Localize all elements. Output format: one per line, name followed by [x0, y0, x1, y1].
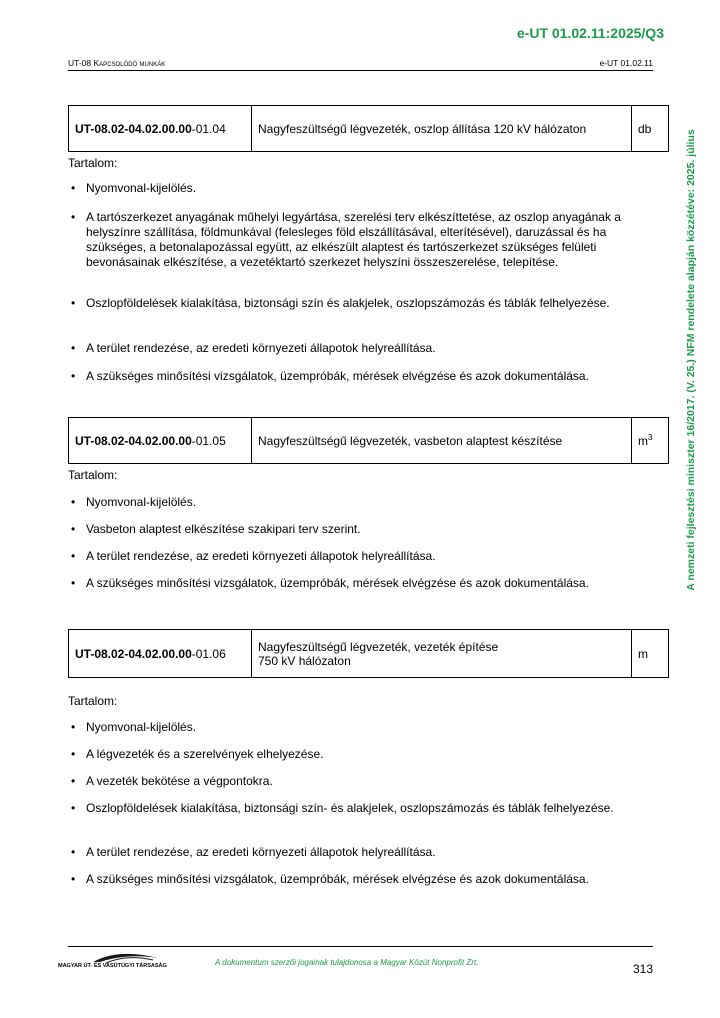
item-unit: m — [632, 630, 669, 678]
item-table-0104 — [68, 105, 669, 152]
item-code: UT-08.02-04.02.00.00-01.05 — [69, 418, 252, 464]
item-unit: $m^3$ — [632, 418, 669, 464]
list-item: • A szükséges minősítési vizsgálatok, üzempróbák, mérések elvégzése és azok dokumentálása. — [71, 872, 589, 886]
bullet-dot-icon: • — [71, 210, 76, 224]
list-item: • A szükséges minősítési vizsgálatok, üzempróbák, mérések elvégzése és azok dokumentálása. — [71, 576, 589, 590]
copyright-notice: A dokumentum szerzői jogainak tulajdonosa a Magyar Közút Nonprofit Zrt. — [215, 958, 479, 967]
bullet-dot-icon: • — [71, 495, 76, 509]
list-item: • Nyomvonal-kijelölés. — [71, 181, 197, 195]
content-label: Tartalom: — [68, 156, 118, 170]
list-item: • Oszlopföldelések kialakítása, biztonsági szín- és alakjelek, oszlopszámozás és táblák felhelyezése. — [71, 801, 614, 815]
list-item: • A terület rendezése, az eredeti környezeti állapotok helyreállítása. — [71, 845, 436, 859]
document-code: e-UT 01.02.11:2025/Q3 — [516, 25, 664, 41]
item-description: Nagyfeszültségű légvezeték, oszlop állítása 120 kV hálózaton — [252, 106, 632, 152]
list-item: • A szükséges minősítési vizsgálatok, üzempróbák, mérések elvégzése és azok dokumentálása. — [71, 369, 589, 383]
item-description: Nagyfeszültségű légvezeték, vezeték építése 750 kV hálózaton — [252, 630, 632, 678]
footer-divider — [68, 946, 653, 947]
list-item: • A vezeték bekötése a végpontokra. — [71, 774, 273, 788]
page-number: 313 — [632, 962, 653, 976]
list-item: • Oszlopföldelések kialakítása, biztonsági szín és alakjelek, oszlopszámozás és táblák felhelyezése. — [71, 296, 610, 310]
bullet-dot-icon: • — [71, 181, 76, 195]
bullet-dot-icon: • — [71, 845, 76, 859]
list-item: • A terület rendezése, az eredeti környezeti állapotok helyreállítása. — [71, 549, 436, 563]
list-item: • A terület rendezése, az eredeti környezeti állapotok helyreállítása. — [71, 341, 436, 355]
item-code: UT-08.02-04.02.00.00-01.04 — [69, 106, 252, 152]
list-item: • A tartószerkezet anyagának műhelyi legyártása, szerelési terv elkészíttetése, az oszlop anyagának a helyszínre szállítása, földmunkával (felesleges föld elszállításával, elterítésével), daruzással és ha szükséges, a betonalapozással együtt, az elkészült alaptest és tartószerkezet szükséges felületi bevonásainak elkészítése, a vezetéktartó szerkezet helyszíni összeszerelése, telepítése. — [71, 210, 621, 269]
bullet-dot-icon: • — [71, 369, 76, 383]
item-table-0105 — [68, 417, 669, 464]
section-title: UT-08 Kapcsolódó munkák — [68, 58, 166, 68]
list-item: • Vasbeton alaptest elkészítése szakipari terv szerint. — [71, 522, 361, 536]
item-table-0106 — [68, 629, 669, 678]
bullet-dot-icon: • — [71, 720, 76, 734]
bullet-dot-icon: • — [71, 774, 76, 788]
content-label: Tartalom: — [68, 694, 118, 708]
logo-swoosh — [58, 950, 168, 964]
bullet-dot-icon: • — [71, 296, 76, 310]
bullet-dot-icon: • — [71, 872, 76, 886]
logo-text: MAGYAR ÚT- ÉS VASÚTÜGYI TÁRSASÁG — [58, 963, 167, 969]
item-unit: db — [632, 106, 669, 152]
list-item: • Nyomvonal-kijelölés. — [71, 495, 197, 509]
item-code: UT-08.02-04.02.00.00-01.06 — [69, 630, 252, 678]
bullet-dot-icon: • — [71, 747, 76, 761]
item-description: Nagyfeszültségű légvezeték, vasbeton alaptest készítése — [252, 418, 632, 464]
bullet-dot-icon: • — [71, 341, 76, 355]
running-header-code: e-UT 01.02.11 — [599, 58, 653, 68]
bullet-dot-icon: • — [71, 549, 76, 563]
side-publication-note: A nemzeti fejlesztési miniszter 16/2017. (V. 25.) NFM rendelete alapján közzétéve: 2025. július — [685, 129, 697, 591]
mauti-logo-icon — [58, 950, 168, 972]
bullet-dot-icon: • — [71, 522, 76, 536]
running-header — [68, 58, 653, 71]
content-label: Tartalom: — [68, 468, 118, 482]
list-item: • Nyomvonal-kijelölés. — [71, 720, 197, 734]
bullet-dot-icon: • — [71, 576, 76, 590]
bullet-dot-icon: • — [71, 801, 76, 815]
list-item: • A légvezeték és a szerelvények elhelyezése. — [71, 747, 324, 761]
